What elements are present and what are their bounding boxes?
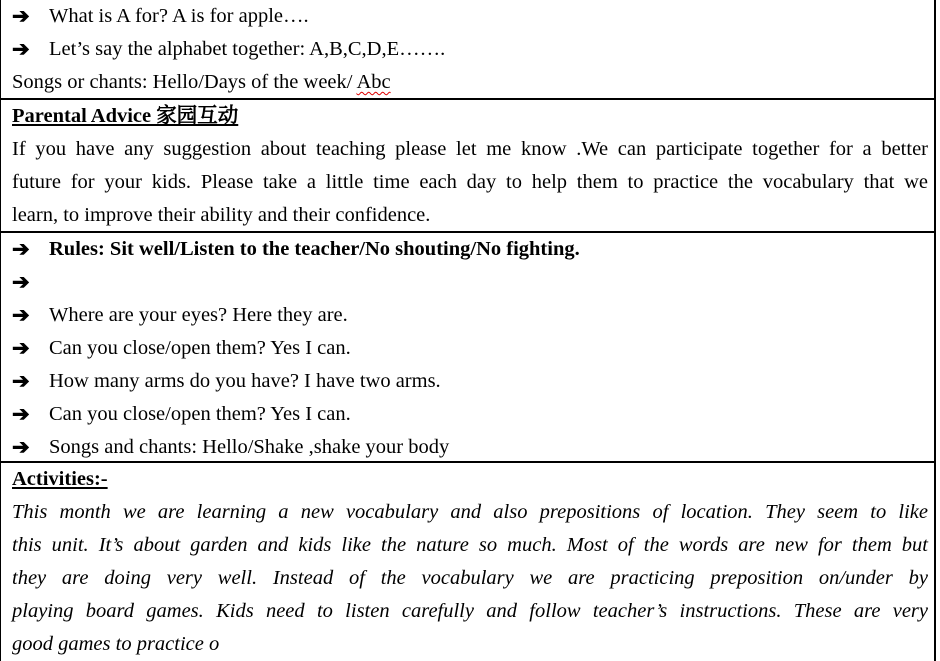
bullet-item: Can you close/open them? Yes I can. <box>49 403 351 425</box>
arrow-right-icon: ➔ <box>12 402 30 426</box>
activities-line: playing board games. Kids need to listen carefully and follow teacher’s instructions. These are very <box>12 600 928 622</box>
songs-line <box>12 66 391 99</box>
arrow-right-icon: ➔ <box>12 369 30 393</box>
arrow-right-icon: ➔ <box>12 336 30 360</box>
activities-line: good games to practice o <box>12 633 220 655</box>
parental-advice-section <box>1 100 934 233</box>
arrow-right-icon: ➔ <box>12 303 30 327</box>
rules-section <box>1 233 934 463</box>
arrow-right-icon: ➔ <box>12 435 30 459</box>
parental-advice-line: future for your kids. Please take a little time each day to help them to practice the vocabulary that we <box>12 171 928 193</box>
arrow-right-icon: ➔ <box>12 270 30 294</box>
parental-advice-line: learn, to improve their ability and their confidence. <box>12 204 431 226</box>
top-section <box>1 0 934 100</box>
bullet-item: Let’s say the alphabet together: A,B,C,D,E……. <box>49 38 446 60</box>
arrow-right-icon: ➔ <box>12 237 30 261</box>
bullet-item: Where are your eyes? Here they are. <box>49 304 348 326</box>
parental-advice-line: If you have any suggestion about teaching please let me know .We can participate together for a better <box>12 138 928 160</box>
activities-line: they are doing very well. Instead of the vocabulary we are practicing preposition on/under by <box>12 567 928 589</box>
rules-bullet: Rules: Sit well/Listen to the teacher/No shouting/No fighting. <box>49 238 580 260</box>
bullet-item: Songs and chants: Hello/Shake ,shake your body <box>49 436 450 458</box>
activities-line: This month we are learning a new vocabulary and also prepositions of location. They seem to like <box>12 501 928 523</box>
arrow-right-icon: ➔ <box>12 37 30 61</box>
parental-advice-heading: Parental Advice 家园互动 <box>12 105 239 127</box>
arrow-right-icon: ➔ <box>12 4 30 28</box>
abc-word: Abc <box>356 71 391 93</box>
activities-line: this unit. It’s about garden and kids like the nature so much. Most of the words are new for them but <box>12 534 928 556</box>
bullet-item: Can you close/open them? Yes I can. <box>49 337 351 359</box>
activities-heading: Activities:- <box>12 468 108 490</box>
activities-section <box>1 463 934 661</box>
bullet-item: How many arms do you have? I have two arms. <box>49 370 441 392</box>
songs-text: Songs or chants: Hello/Days of the week/ <box>12 71 357 93</box>
bullet-item: What is A for? A is for apple…. <box>49 5 309 27</box>
